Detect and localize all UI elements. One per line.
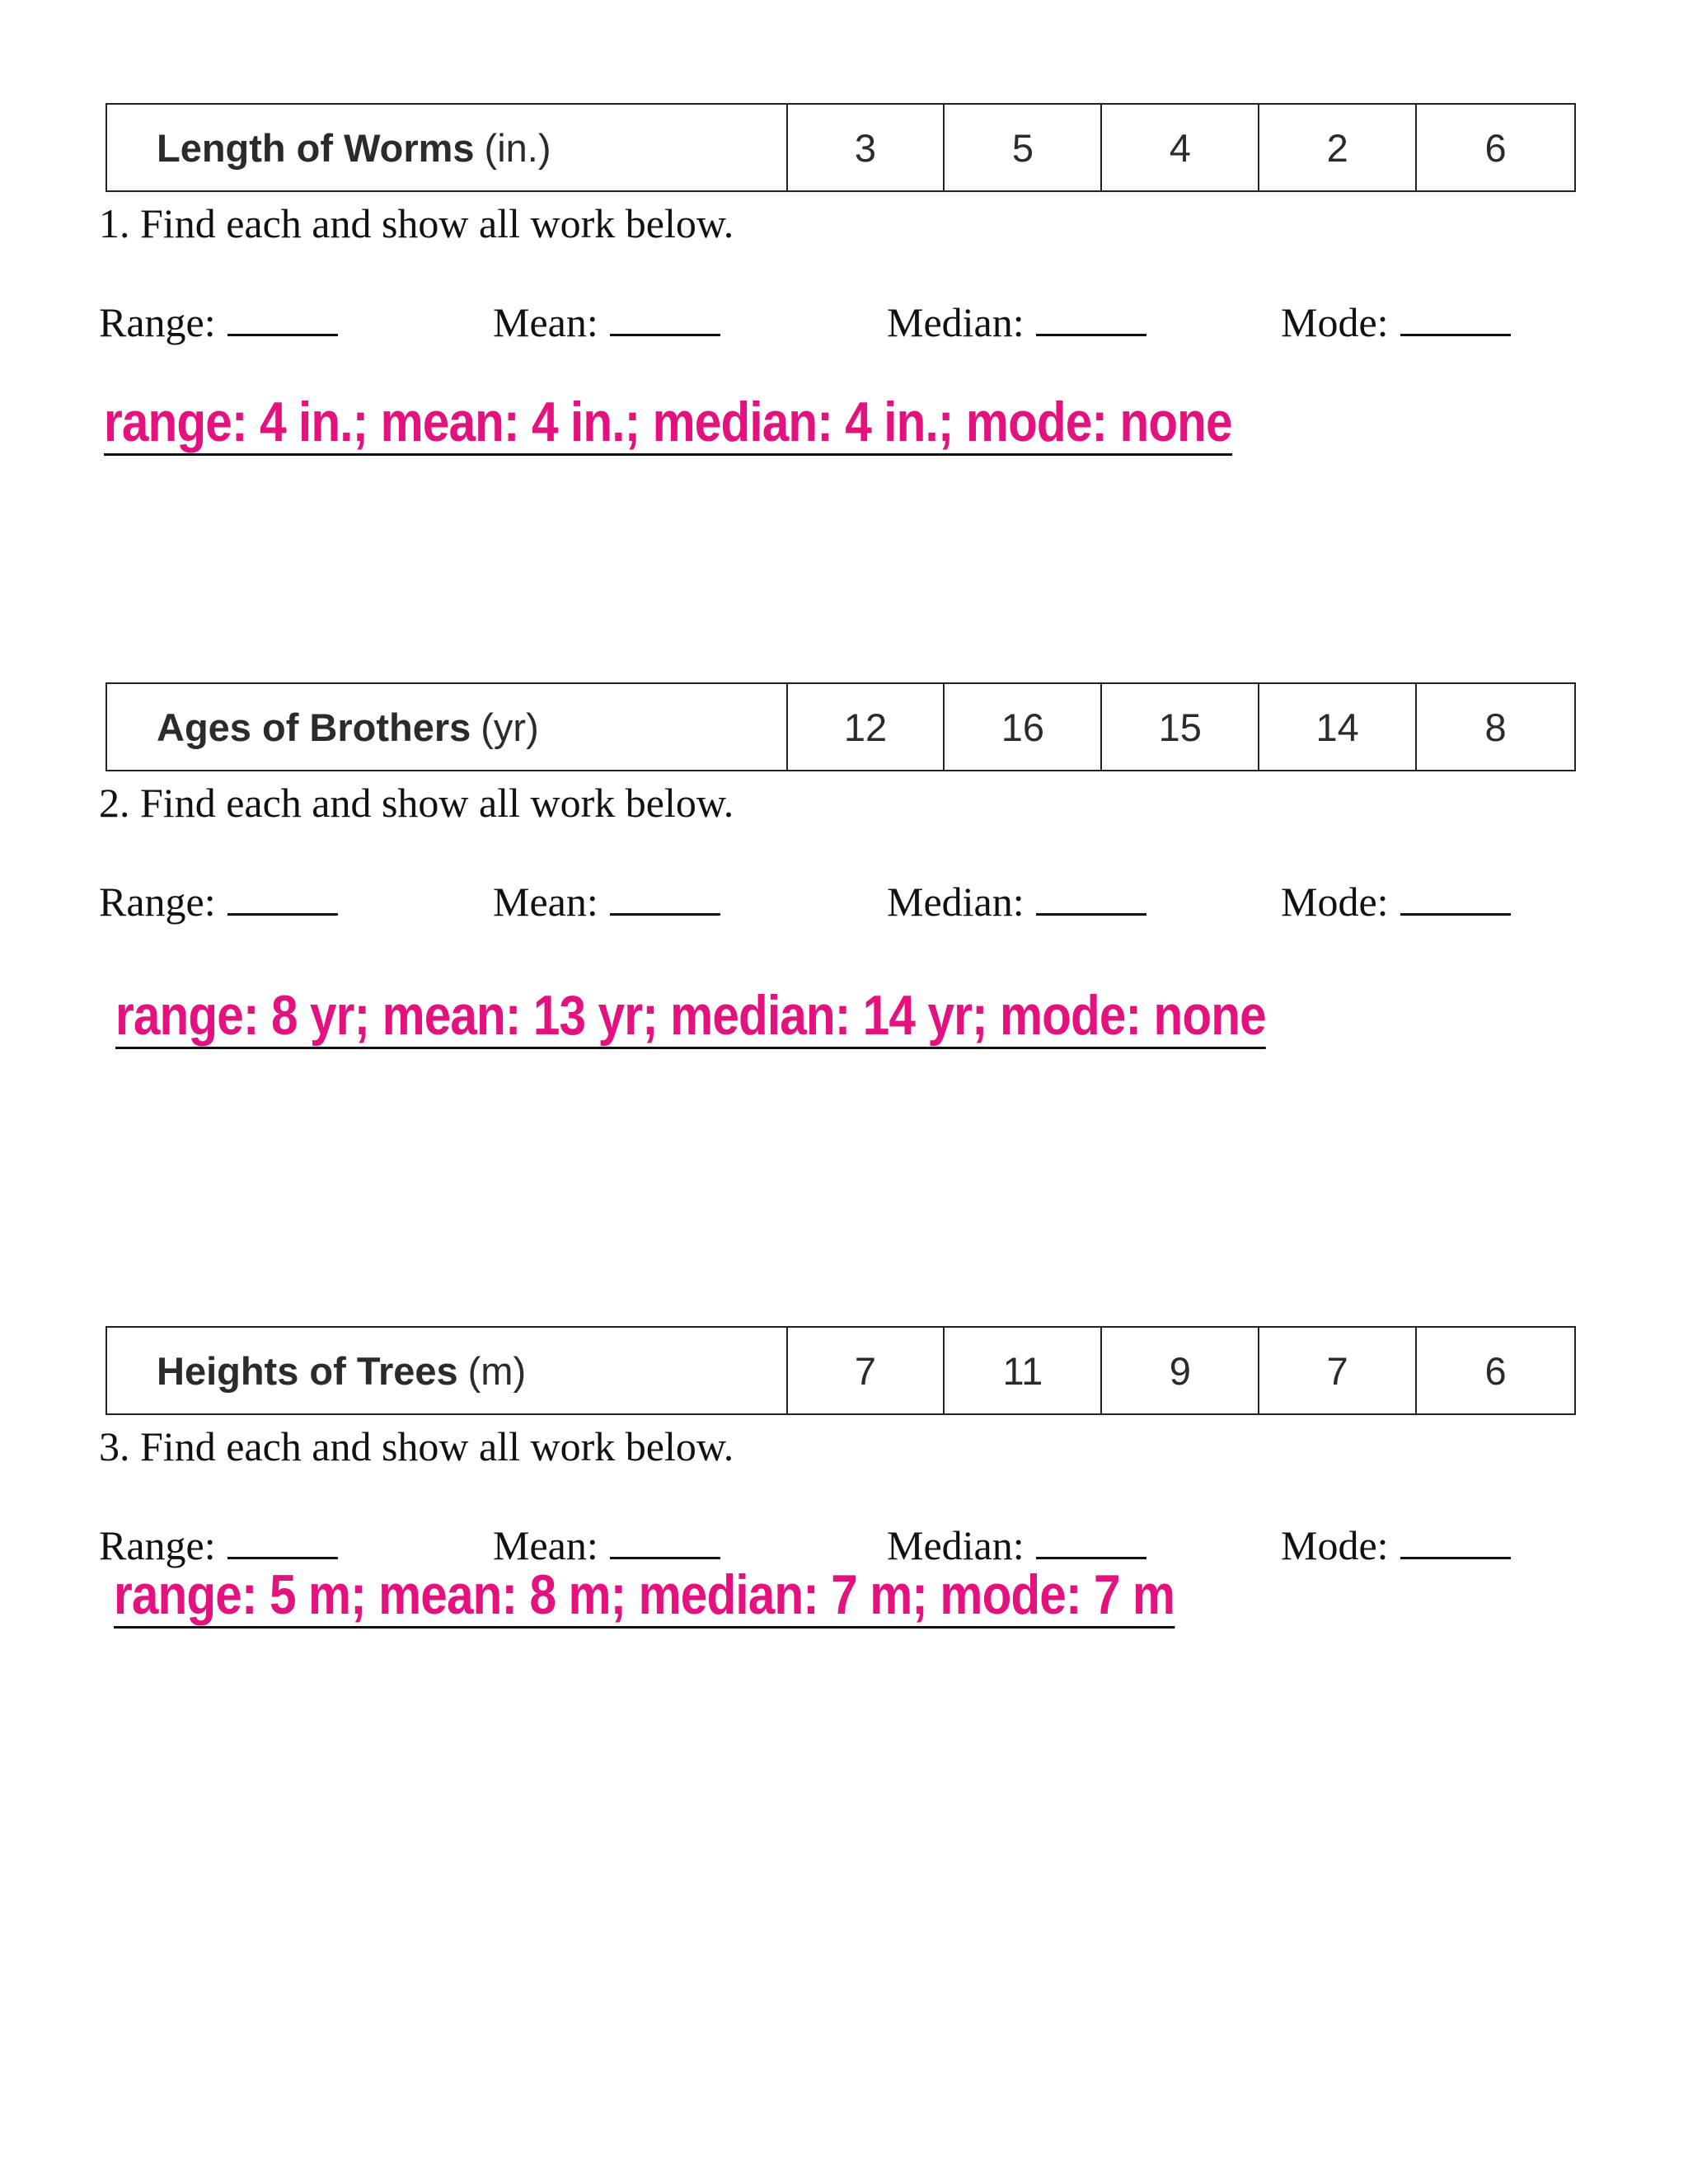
data-table bbox=[106, 1326, 1576, 1415]
table-value: 9 bbox=[1102, 1328, 1259, 1413]
mean-field bbox=[493, 298, 720, 346]
mean-blank[interactable] bbox=[610, 301, 720, 336]
median-label: Median: bbox=[887, 299, 1025, 345]
table-value: 15 bbox=[1102, 684, 1259, 770]
data-table bbox=[106, 103, 1576, 192]
median-blank[interactable] bbox=[1036, 880, 1146, 916]
mode-label: Mode: bbox=[1281, 299, 1389, 345]
range-blank[interactable] bbox=[227, 301, 338, 336]
table-value: 5 bbox=[945, 105, 1102, 190]
table-unit: (yr) bbox=[481, 705, 539, 749]
median-field bbox=[887, 298, 1146, 346]
table-value: 3 bbox=[788, 105, 945, 190]
instruction: 3. Find each and show all work below. bbox=[99, 1423, 734, 1469]
mode-blank[interactable] bbox=[1400, 301, 1511, 336]
answer-text: range: 4 in.; mean: 4 in.; median: 4 in.; mode: none bbox=[104, 394, 1232, 456]
mean-field bbox=[493, 878, 720, 926]
table-title: Ages of Brothers bbox=[157, 705, 471, 749]
mean-field bbox=[493, 1521, 720, 1569]
mode-field bbox=[1281, 1521, 1511, 1569]
problem-1 bbox=[0, 0, 1688, 453]
mode-blank[interactable] bbox=[1400, 880, 1511, 916]
range-field bbox=[99, 878, 338, 926]
table-unit: (m) bbox=[467, 1348, 527, 1393]
table-value: 16 bbox=[945, 684, 1102, 770]
answer-text: range: 8 yr; mean: 13 yr; median: 14 yr; mode: none bbox=[115, 987, 1266, 1049]
mode-label: Mode: bbox=[1281, 1522, 1389, 1568]
range-field bbox=[99, 298, 338, 346]
median-label: Median: bbox=[887, 1522, 1025, 1568]
table-value: 6 bbox=[1484, 125, 1507, 170]
range-blank[interactable] bbox=[227, 1524, 338, 1559]
instruction: 2. Find each and show all work below. bbox=[99, 780, 734, 826]
median-blank[interactable] bbox=[1036, 301, 1146, 336]
instruction: 1. Find each and show all work below. bbox=[99, 200, 734, 246]
range-field bbox=[99, 1521, 338, 1569]
table-value: 8 bbox=[1484, 705, 1507, 749]
median-field bbox=[887, 878, 1146, 926]
table-value: 4 bbox=[1102, 105, 1259, 190]
table-title-cell bbox=[107, 105, 788, 190]
mean-label: Mean: bbox=[493, 299, 598, 345]
median-field bbox=[887, 1521, 1146, 1569]
problem-2 bbox=[0, 579, 1688, 1047]
range-label: Range: bbox=[99, 1522, 216, 1568]
range-label: Range: bbox=[99, 299, 216, 345]
mode-field bbox=[1281, 878, 1511, 926]
median-label: Median: bbox=[887, 879, 1025, 925]
range-blank[interactable] bbox=[227, 880, 338, 916]
mode-field bbox=[1281, 298, 1511, 346]
data-table bbox=[106, 682, 1576, 771]
table-value: 6 bbox=[1484, 1348, 1507, 1393]
table-title-cell bbox=[107, 1328, 788, 1413]
median-blank[interactable] bbox=[1036, 1524, 1146, 1559]
table-title-cell bbox=[107, 684, 788, 770]
table-title: Heights of Trees bbox=[157, 1348, 458, 1393]
table-value: 11 bbox=[945, 1328, 1102, 1413]
table-value: 12 bbox=[788, 684, 945, 770]
answer-text: range: 5 m; mean: 8 m; median: 7 m; mode: 7 m bbox=[114, 1567, 1175, 1629]
table-value: 7 bbox=[1259, 1328, 1417, 1413]
table-value: 7 bbox=[788, 1328, 945, 1413]
mode-blank[interactable] bbox=[1400, 1524, 1511, 1559]
table-value: 2 bbox=[1259, 105, 1417, 190]
mean-label: Mean: bbox=[493, 1522, 598, 1568]
range-label: Range: bbox=[99, 879, 216, 925]
mode-label: Mode: bbox=[1281, 879, 1389, 925]
mean-blank[interactable] bbox=[610, 880, 720, 916]
mean-label: Mean: bbox=[493, 879, 598, 925]
table-value: 14 bbox=[1259, 684, 1417, 770]
table-title: Length of Worms bbox=[157, 125, 475, 170]
table-unit: (in.) bbox=[484, 125, 551, 170]
mean-blank[interactable] bbox=[610, 1524, 720, 1559]
problem-3 bbox=[0, 1223, 1688, 1652]
